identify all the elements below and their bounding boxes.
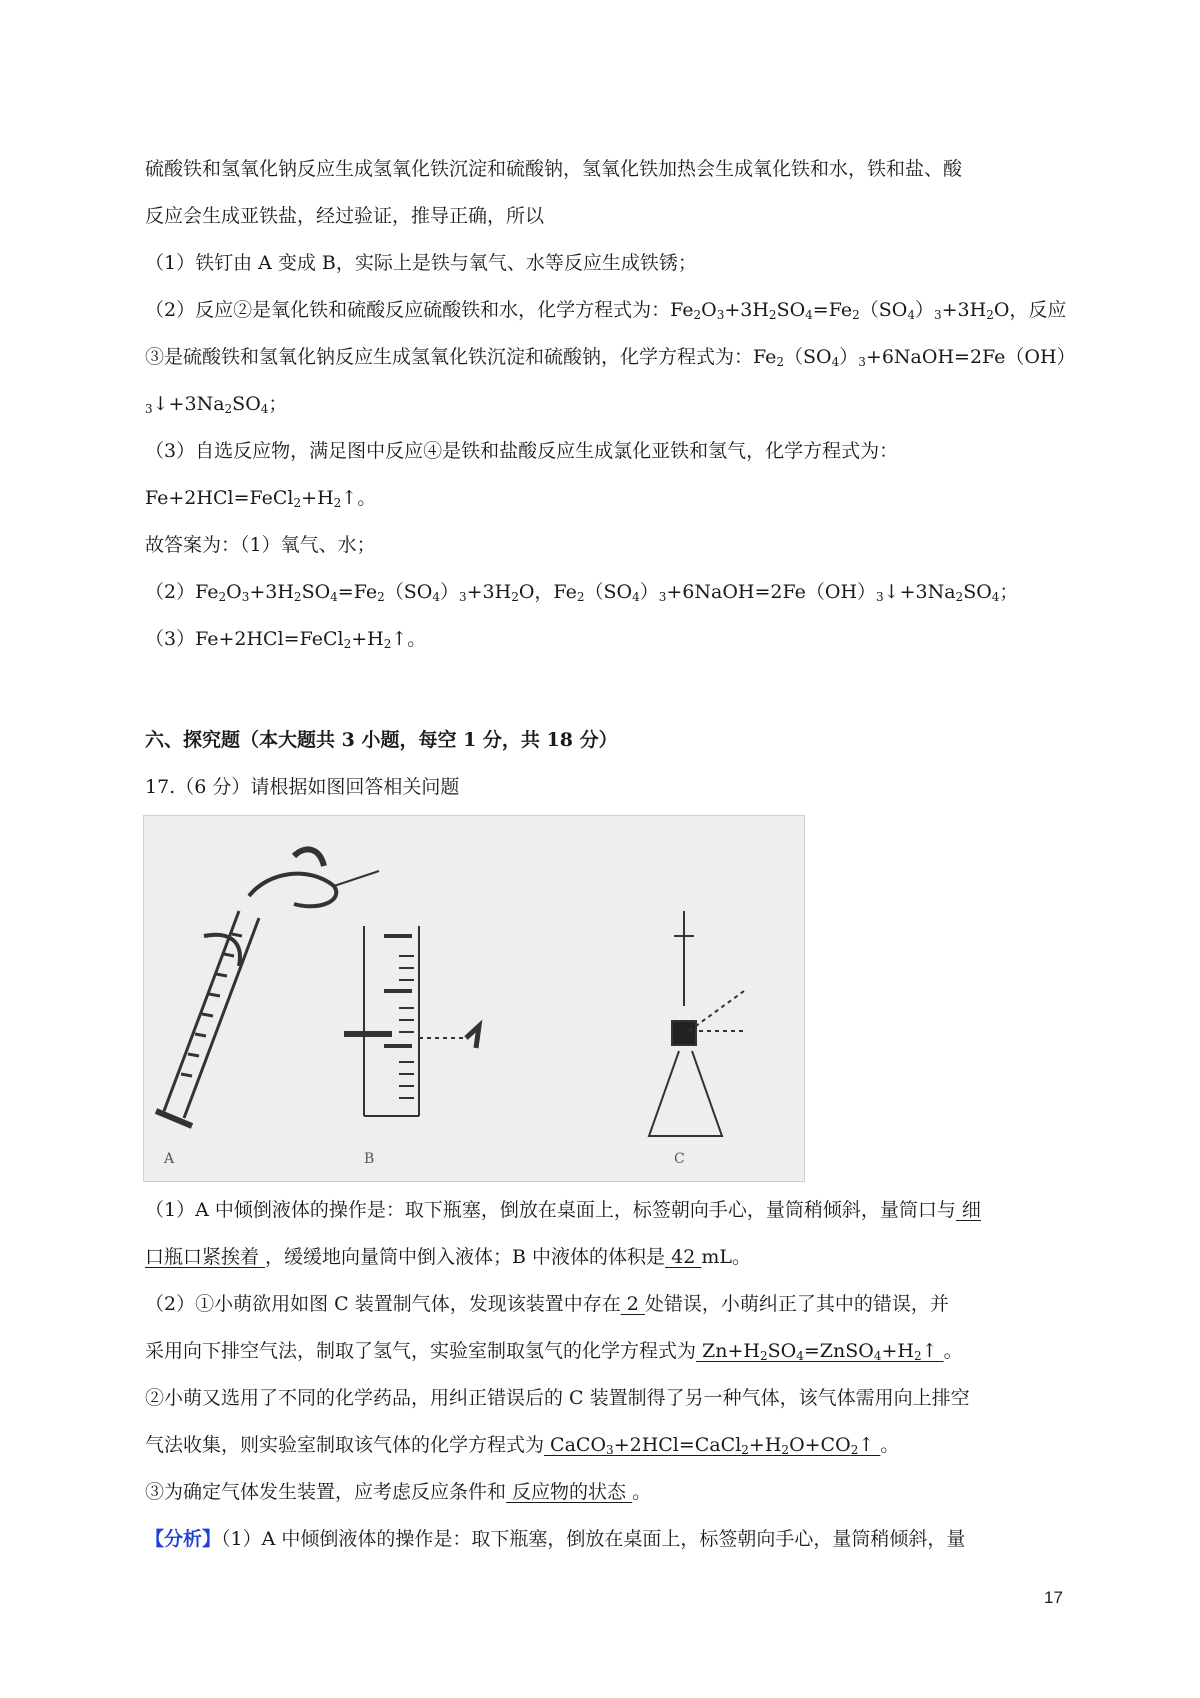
figure-label-a: A [164,1151,175,1167]
figure-label-c: C [674,1151,685,1167]
flask-c-drawing [649,911,744,1136]
answer-line-4: $_3↓+3Na_2SO_4$； [145,393,288,416]
question-part-1-line-1: （1）A 中倾倒液体的操作是：取下瓶塞，倒放在桌面上，标签朝向手心，量筒稍倾斜，量筒口与 细 [145,1199,981,1221]
scale-b-drawing [344,926,479,1116]
answer-line-2: （2）反应②是氧化铁和硫酸反应硫酸铁和水，化学方程式为：$Fe_2O_3+3H_2SO_4=Fe_2(SO_4)_3+3H_2O$，反应 [145,299,1067,322]
question-part-2-line-4: 气法收集，则实验室制取该气体的化学方程式为 $CaCO_3+2HCl=CaCl_2+H_2O+CO_2↑$ 。 [145,1434,900,1457]
answer-blank: $Zn+H_2SO_4=ZnSO_4+H_2↑$ [696,1340,944,1363]
paragraph-line: 反应会生成亚铁盐，经过验证，推导正确，所以 [145,205,545,227]
answer-line-1: （1）铁钉由 A 变成 B，实际上是铁与氧气、水等反应生成铁锈； [145,252,697,274]
question-part-2-line-5: ③为确定气体发生装置，应考虑反应条件和 反应物的状态 。 [145,1481,652,1503]
question-part-2-line-2: 采用向下排空气法，制取了氢气，实验室制取氢气的化学方程式为 $Zn+H_2SO_4=ZnSO_4+H_2↑$ 。 [145,1340,963,1363]
apparatus-figure [143,815,805,1182]
question-17-title: 17.（6 分）请根据如图回答相关问题 [145,776,460,798]
final-answer-2: $(2)Fe_2O_3+3H_2SO_4=Fe_2(SO_4)_3+3H_2O$，$Fe_2(SO_4)_3+6NaOH=2Fe(OH)_3↓+3Na_2SO_4$； [145,581,1019,604]
answer-line-3: ③是硫酸铁和氢氧化钠反应生成氢氧化铁沉淀和硫酸钠，化学方程式为：$Fe_2(SO_4)_3+6NaOH=2Fe(OH)$ [145,346,1076,369]
answer-blank: 42 [665,1246,702,1268]
final-answer-heading: 故答案为：（1）氧气、水； [145,534,376,556]
figure-label-b: B [364,1151,375,1167]
section-title: 六、探究题（本大题共 3 小题，每空 1 分，共 18 分） [145,729,618,751]
final-answer-3: $(3)Fe+2HCl=FeCl_2+H_2↑$。 [145,628,427,651]
question-part-2-line-3: ②小萌又选用了不同的化学药品，用纠正错误后的 C 装置制得了另一种气体，该气体需用向上排空 [145,1387,970,1409]
answer-line-5: （3）自选反应物，满足图中反应④是铁和盐酸反应生成氯化亚铁和氢气，化学方程式为： [145,440,899,462]
paragraph-line: 硫酸铁和氢氧化钠反应生成氢氧化铁沉淀和硫酸钠，氢氧化铁加热会生成氧化铁和水，铁和盐、酸 [145,158,963,180]
cylinder-a-drawing [156,849,379,1126]
analysis-line: 【分析】（1）A 中倾倒液体的操作是：取下瓶塞，倒放在桌面上，标签朝向手心，量筒稍倾斜，量 [145,1528,966,1550]
answer-blank: 口瓶口紧挨着 [145,1246,266,1268]
answer-blank: 细 [955,1199,981,1221]
question-part-1-line-2: 口瓶口紧挨着 ，缓缓地向量筒中倒入液体；B 中液体的体积是 42 mL。 [145,1246,751,1268]
answer-blank: 2 [620,1293,645,1315]
answer-line-6: $Fe+2HCl=FeCl_2+H_2↑$。 [145,487,377,510]
page-number: 17 [1044,1588,1063,1607]
analysis-tag: 【分析】 [145,1528,222,1550]
question-part-2-line-1: （2）①小萌欲用如图 C 装置制气体，发现该装置中存在 2 处错误，小萌纠正了其中的错误，并 [145,1293,949,1315]
answer-blank: 反应物的状态 [506,1481,633,1503]
answer-blank: $CaCO_3+2HCl=CaCl_2+H_2O+CO_2↑$ [544,1434,881,1457]
